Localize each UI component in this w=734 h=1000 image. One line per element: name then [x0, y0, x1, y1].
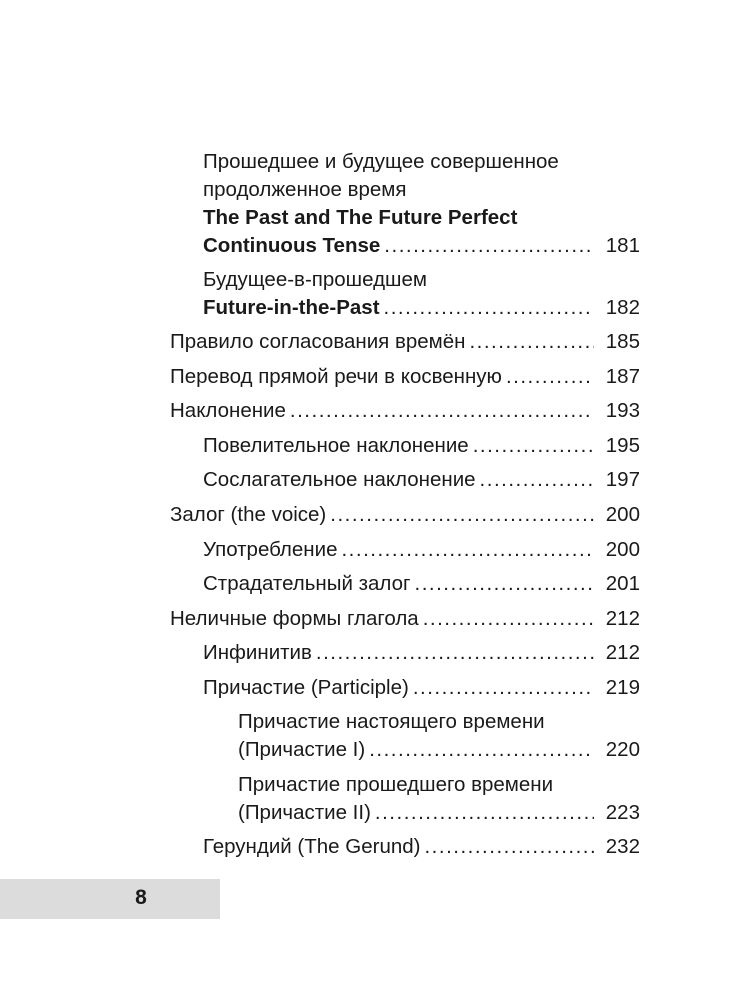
entry-title-line: Будущее-в-прошедшем: [203, 268, 427, 291]
toc-entry-subjunctive-mood[interactable]: [203, 466, 640, 494]
dot-leader: [290, 397, 594, 425]
page-number: 232: [605, 835, 640, 858]
toc-entry-future-in-the-past[interactable]: [203, 266, 640, 322]
toc-entry-sequence-of-tenses[interactable]: [170, 328, 640, 356]
dot-leader: [384, 232, 594, 260]
page-number: 201: [605, 572, 640, 595]
entry-title: Страдательный залог: [203, 572, 411, 595]
toc-entry-voice[interactable]: [170, 501, 640, 529]
entry-title: Неличные формы глагола: [170, 607, 419, 630]
dot-leader: [423, 605, 594, 633]
page-number: 219: [605, 676, 640, 699]
folio-number: 8: [135, 886, 147, 909]
entry-title: Причастие (Participle): [203, 676, 409, 699]
entry-title: Повелительное наклонение: [203, 434, 469, 457]
dot-leader: [369, 736, 594, 764]
entry-title: Перевод прямой речи в косвенную: [170, 365, 502, 388]
toc-entry-participle[interactable]: [203, 674, 640, 702]
page-number: 195: [605, 434, 640, 457]
dot-leader: [316, 639, 594, 667]
dot-leader: [415, 570, 594, 598]
entry-title-line: Прошедшее и будущее совершенное: [203, 150, 559, 173]
dot-leader: [480, 466, 594, 494]
entry-title: Наклонение: [170, 399, 286, 422]
dot-leader: [384, 294, 594, 322]
dot-leader: [506, 363, 594, 391]
dot-leader: [413, 674, 594, 702]
entry-title: Инфинитив: [203, 641, 312, 664]
entry-title: Сослагательное наклонение: [203, 468, 476, 491]
dot-leader: [330, 501, 594, 529]
page-number: 185: [605, 330, 640, 353]
dot-leader: [473, 432, 594, 460]
entry-title-line: Причастие настоящего времени: [238, 710, 545, 733]
entry-title: (Причастие I): [238, 738, 366, 761]
entry-title: Continuous Tense: [203, 234, 381, 257]
page-number: 197: [605, 468, 640, 491]
toc-entry-reported-speech[interactable]: [170, 363, 640, 391]
entry-title-line: продолженное время: [203, 178, 407, 201]
dot-leader: [424, 833, 594, 861]
toc-entry-past-future-perfect-continuous[interactable]: [203, 148, 640, 260]
page-number: 200: [605, 538, 640, 561]
page-number: 212: [605, 641, 640, 664]
page-number: 220: [605, 738, 640, 761]
page-number: 187: [605, 365, 640, 388]
toc-entry-usage[interactable]: [203, 536, 640, 564]
toc-entry-mood[interactable]: [170, 397, 640, 425]
page-number: 181: [605, 234, 640, 257]
dot-leader: [375, 799, 594, 827]
toc-entry-participle-ii[interactable]: [238, 771, 640, 827]
entry-title: Герундий (The Gerund): [203, 835, 421, 858]
dot-leader: [469, 328, 594, 356]
entry-title: Употребление: [203, 538, 338, 561]
page-number: 200: [605, 503, 640, 526]
toc-entry-infinitive[interactable]: [203, 639, 640, 667]
entry-title: Future-in-the-Past: [203, 296, 380, 319]
toc-entry-imperative-mood[interactable]: [203, 432, 640, 460]
page-number-tab: [0, 879, 220, 919]
toc-entry-participle-i[interactable]: [238, 708, 640, 764]
toc-entry-gerund[interactable]: [203, 833, 640, 861]
page-number: 193: [605, 399, 640, 422]
entry-title-line: Причастие прошедшего времени: [238, 773, 554, 796]
dot-leader: [341, 536, 594, 564]
entry-title: Правило согласования времён: [170, 330, 466, 353]
entry-title-line: The Past and The Future Perfect: [203, 206, 518, 229]
entry-title: Залог (the voice): [170, 503, 327, 526]
page-number: 182: [605, 296, 640, 319]
toc-entry-passive-voice[interactable]: [203, 570, 640, 598]
entry-title: (Причастие II): [238, 801, 371, 824]
page-number: 223: [605, 801, 640, 824]
toc-entry-non-finite-forms[interactable]: [170, 605, 640, 633]
page-number: 212: [605, 607, 640, 630]
